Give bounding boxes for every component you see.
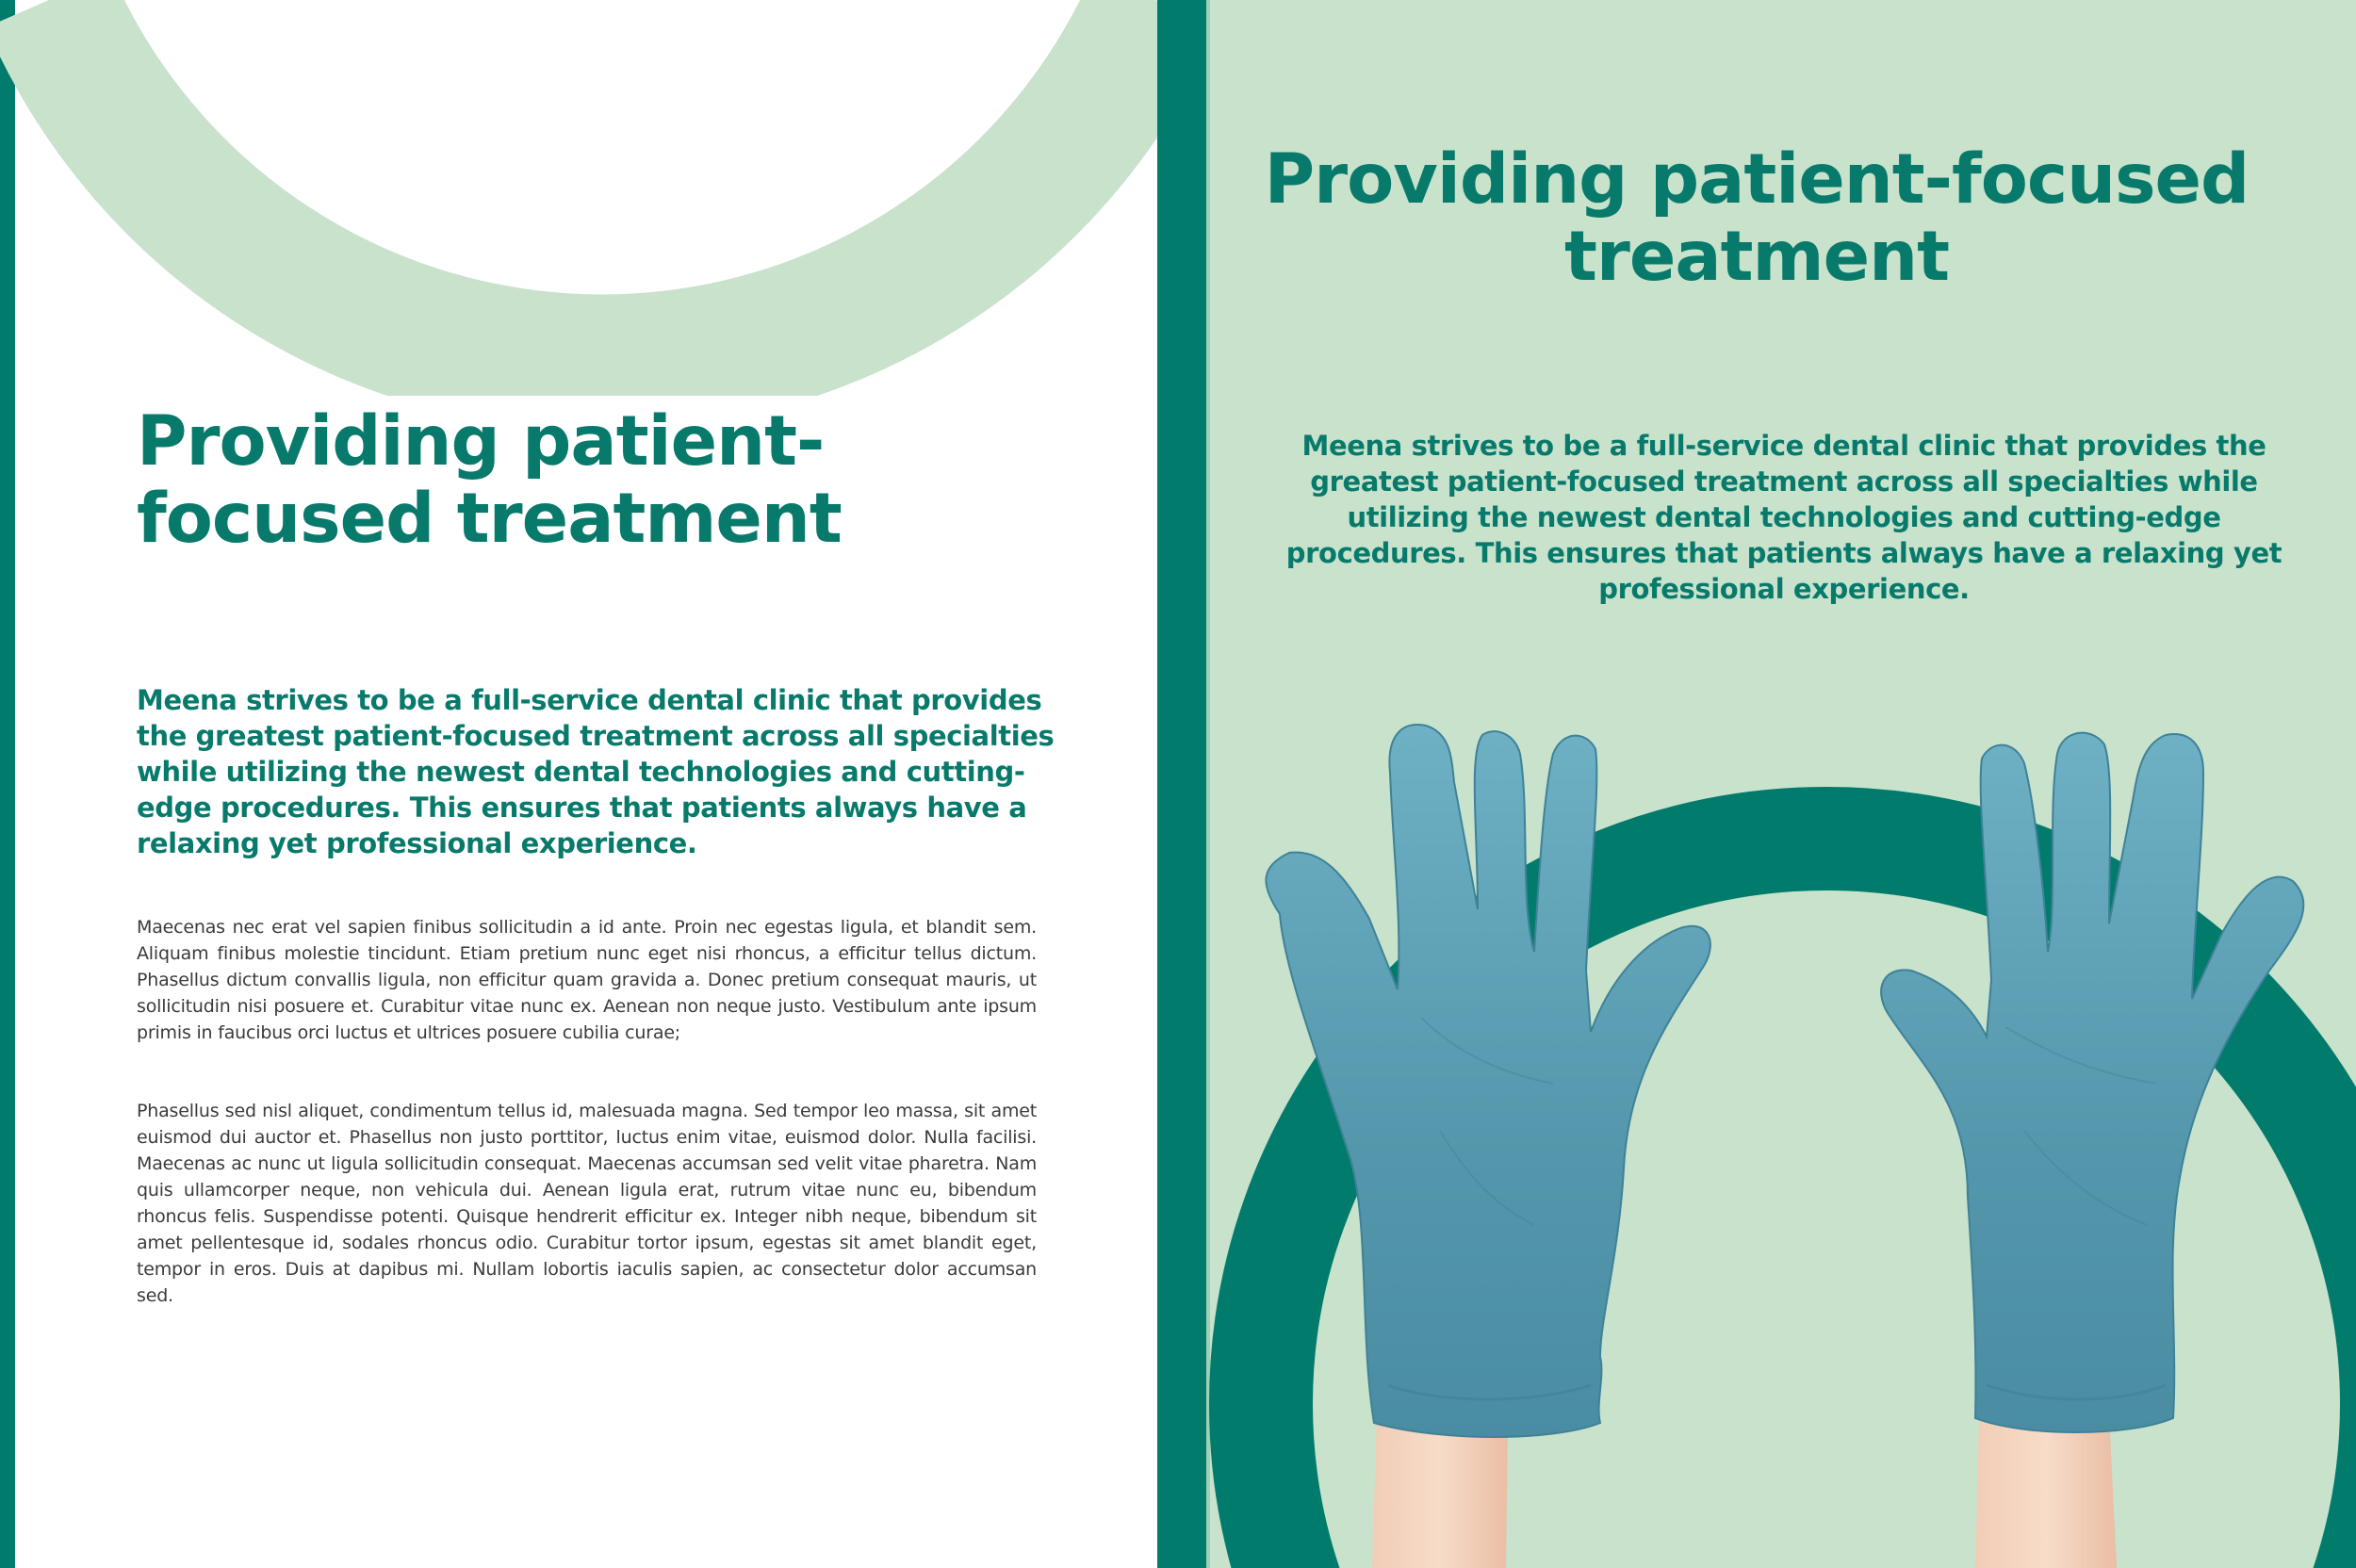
- body-paragraph: Maecenas nec erat vel sapien finibus sollicitudin a id ante. Proin nec egestas ligula, et blandit sem. Aliquam finibus molestie tincidunt. Etiam pretium nunc eget nisi rhoncus, a efficitur tellus dictum. Phasellus dictum convallis ligula, non efficitur quam gravida a. Donec pretium consequat mauris, ut sollicitudin nisi posuere et. Curabitur vitae nunc ex. Aenean non neque justo. Vestibulum ante ipsum primis in faucibus orci luctus et ultrices posuere cubilia curae;: [137, 917, 1037, 1043]
- page-title: Providing patient-focused treatment: [1264, 139, 2250, 297]
- page-title: Providing patient-focused treatment: [137, 401, 842, 559]
- right-gloved-hand: [1881, 733, 2303, 1568]
- lead-paragraph: Meena strives to be a full-service dental clinic that provides the greatest patient-focused treatment across all specialties while utilizing the newest dental technologies and cutting-edge procedures. This ensures that patients always have a relaxing yet professional experience.: [137, 684, 1055, 859]
- gloved-hands-photo: [1157, 0, 2356, 1568]
- left-gloved-hand: [1266, 725, 1710, 1568]
- right-page: [1157, 0, 2356, 1568]
- decorative-arc: [0, 0, 1157, 396]
- body-paragraph: Phasellus sed nisl aliquet, condimentum tellus id, malesuada magna. Sed tempor leo massa, sit amet euismod dui auctor et. Phasellus non justo porttitor, luctus enim vitae, euismod dolor. Nulla facilisi. Maecenas ac nunc ut ligula sollicitudin consequat. Maecenas accumsan sed velit vitae pharetra. Nam quis ullamcorper neque, non vehicula dui. Aenean ligula erat, rutrum vitae nunc eu, bibendum rhoncus felis. Suspendisse potenti. Quisque hendrerit efficitur ex. Integer nibh neque, bibendum sit amet pellentesque id, sodales rhoncus odio. Curabitur tortor ipsum, egestas sit amet blandit eget, tempor in eros. Duis at dapibus mi. Nullam lobortis iaculis sapien, ac consectetur dolor accumsan sed.: [137, 1101, 1037, 1306]
- left-page: [0, 0, 1157, 1568]
- lead-paragraph: Meena strives to be a full-service dental clinic that provides the greatest patient-focused treatment across all specialties while utilizing the newest dental technologies and cutting-edge procedures. This ensures that patients always have a relaxing yet professional experience.: [1285, 430, 2282, 605]
